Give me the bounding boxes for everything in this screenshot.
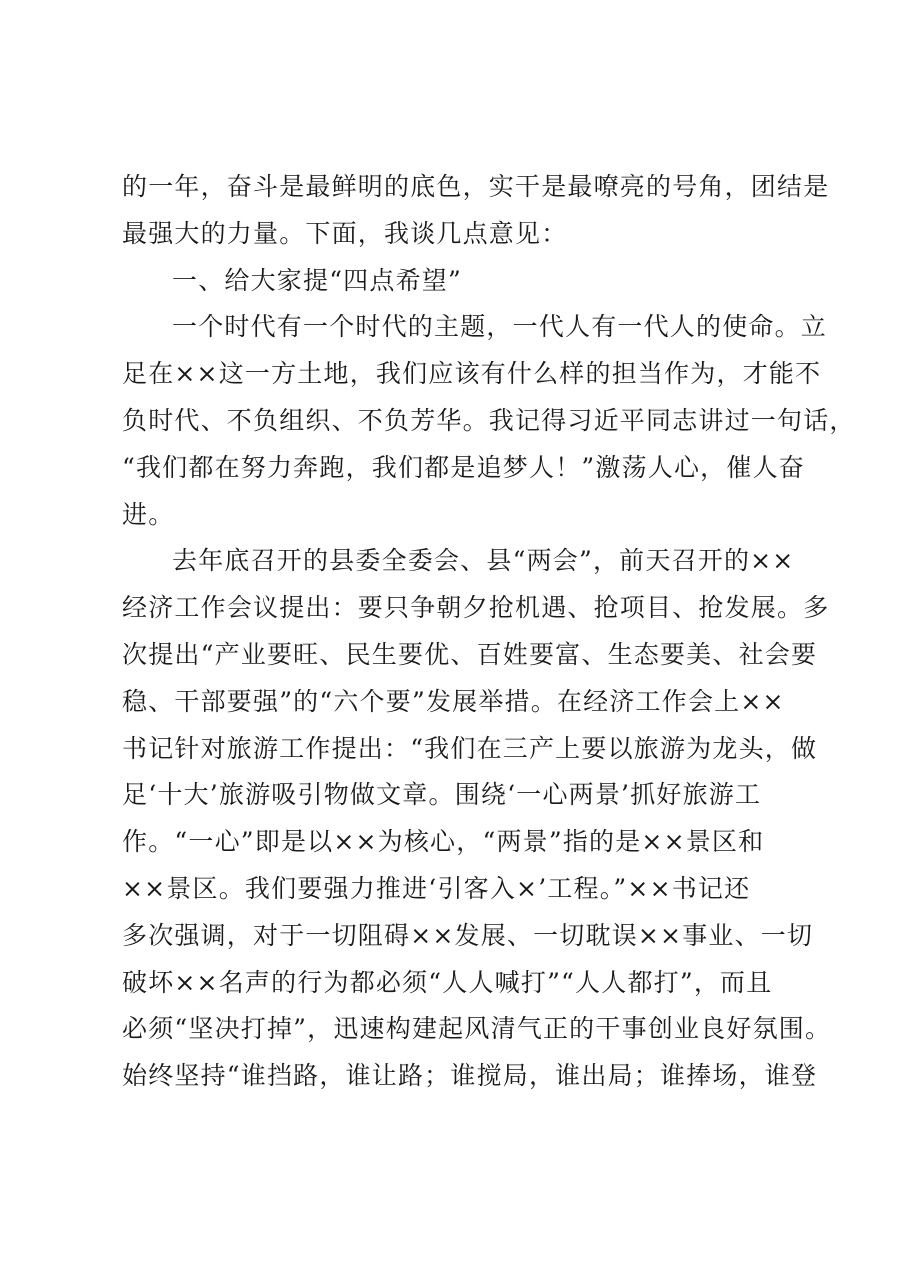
text-line: 负时代、不负组织、不负芳华。我记得习近平同志讲过一句话，	[122, 405, 856, 435]
text-line: 破坏××名声的行为都必须“人人喊打”“人人都打”，而且	[122, 967, 773, 997]
text-line: “我们都在努力奔跑，我们都是追梦人！”激荡人心，催人奋	[122, 452, 805, 482]
text-line: 的一年，奋斗是最鲜明的底色，实干是最嘹亮的号角，团结是	[122, 172, 830, 201]
text-line: 必须“坚决打掉”，迅速构建起风清气正的干事创业良好氛围。	[122, 1014, 832, 1044]
text-line: 多次强调，对于一切阻碍××发展、一切耽误××事业、一切	[122, 920, 814, 950]
text-line: 稳、干部要强”的“六个要”发展举措。在经济工作会上××	[122, 686, 785, 716]
text-line: ××景区。我们要强力推进‘引客入×’工程。”××书记还	[122, 873, 751, 903]
text-line: 始终坚持“谁挡路，谁让路；谁搅局，谁出局；谁捧场，谁登	[122, 1061, 818, 1091]
text-line: 足‘十大’旅游吸引物做文章。围绕‘一心两景’抓好旅游工	[122, 780, 762, 810]
text-line: 书记针对旅游工作提出：“我们在三产上要以旅游为龙头，做	[122, 733, 818, 763]
text-line: 最强大的力量。下面，我谈几点意见：	[122, 218, 568, 248]
text-line: 次提出“产业要旺、民生要优、百姓要富、生态要美、社会要	[122, 639, 818, 669]
text-line: 进。	[122, 499, 175, 529]
text-line: 作。“一心”即是以××为核心，“两景”指的是××景区和	[122, 827, 765, 857]
section-heading: 一、给大家提“四点希望”	[172, 265, 462, 295]
text-line: 一个时代有一个时代的主题，一代人有一代人的使命。立	[172, 312, 828, 342]
text-line: 去年底召开的县委全委会、县“两会”，前天召开的××	[172, 546, 795, 576]
text-line: 经济工作会议提出：要只争朝夕抢机遇、抢项目、抢发展。多	[122, 593, 830, 623]
text-line: 足在××这一方土地，我们应该有什么样的担当作为，才能不	[122, 359, 822, 389]
document-body	[122, 164, 856, 1100]
